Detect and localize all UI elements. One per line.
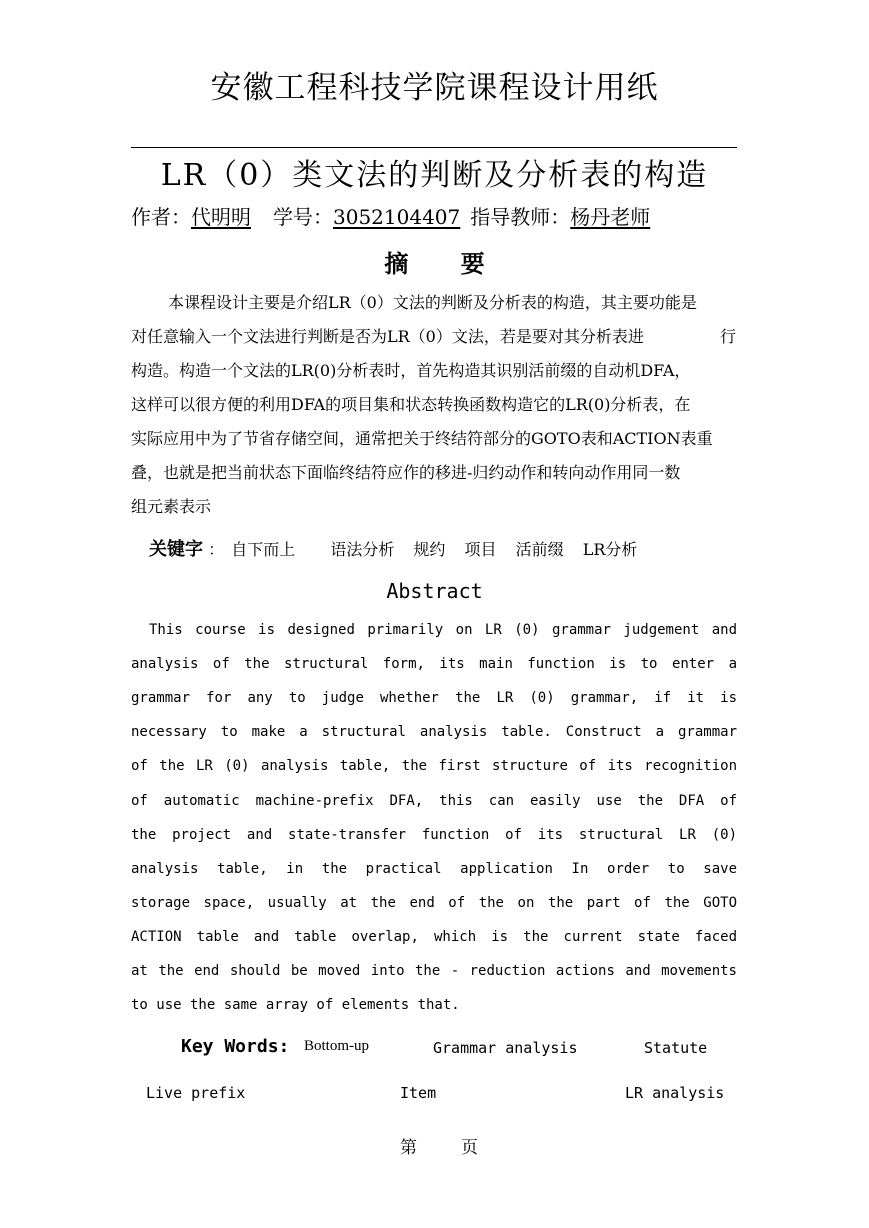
abstract-cn-line: 叠，也就是把当前状态下面临终结符应作的移进-归约动作和转向动作用同一数 [131,463,681,482]
abstract-cn-line: 对任意输入一个文法进行判断是否为LR（0）文法，若是要对其分析表进 [131,327,644,346]
abstract-en-line: necessary to make a structural analysis table. Construct a grammar [131,724,737,740]
keyword-cn: LR分析 [582,540,638,559]
author-line [131,201,650,230]
abstract-cn-line: 组元素表示 [131,497,212,516]
keyword-en: Item [400,1084,437,1102]
student-id-label: 学号： [273,205,333,229]
keyword-cn: 规约 [413,540,446,559]
abstract-cn-line: 实际应用中为了节省存储空间，通常把关于终结符部分的GOTO表和ACTION表重 [131,429,713,448]
keywords-cn [149,535,651,561]
page-header-title: 安徽工程科技学院课程设计用纸 [210,70,659,106]
advisor-label: 指导教师： [470,205,571,229]
abstract-cn-line: 这样可以很方便的利用DFA的项目集和状态转换函数构造它的LR(0)分析表，在 [131,395,691,414]
page-number-label-left: 第 [400,1138,417,1158]
abstract-en-line: storage space, usually at the end of the on the part of the GOTO [131,895,737,911]
abstract-en-line: to use the same array of elements that. [131,997,460,1013]
keywords-en-label: Key Words: [181,1036,290,1057]
keyword-en: Bottom-up [304,1038,370,1054]
keyword-cn: 自下而上 [231,540,296,559]
keyword-cn: 项目 [464,540,497,559]
keyword-en: LR analysis [625,1084,725,1102]
student-id: 3052104407 [333,205,461,229]
keywords-cn-label: 关键字 [149,539,203,560]
abstract-en-line: This course is designed primarily on LR (0) grammar judgement and [149,622,737,638]
abstract-en-line: of automatic machine-prefix DFA, this can easily use the DFA of [131,793,737,809]
page-number-label-right: 页 [461,1138,478,1158]
keywords-cn-separator: ： [208,540,225,559]
abstract-en-line: of the LR (0) analysis table, the first structure of its recognition [131,758,737,774]
header-divider [131,147,737,148]
abstract-en-heading: Abstract [386,579,483,603]
abstract-cn-line: 本课程设计主要是介绍LR（0）文法的判断及分析表的构造，其主要功能是 [168,293,697,312]
author-label: 作者： [131,205,191,229]
abstract-en-line: analysis table, in the practical application In order to save [131,861,737,877]
abstract-en-line: at the end should be moved into the - reduction actions and movements [131,963,737,979]
keyword-en: Live prefix [146,1084,246,1102]
abstract-en-line: grammar for any to judge whether the LR (0) grammar, if it is [131,690,737,706]
abstract-en-line: the project and state-transfer function of its structural LR (0) [131,827,737,843]
keyword-en: Statute [644,1039,708,1057]
abstract-en-line: ACTION table and table overlap, which is the current state faced [131,929,737,945]
abstract-cn-heading: 摘 要 [384,250,507,278]
keyword-cn: 语法分析 [330,540,395,559]
author-name: 代明明 [191,205,251,229]
abstract-en-line: analysis of the structural form, its main function is to enter a [131,656,737,672]
keyword-en: Grammar analysis [433,1039,578,1057]
advisor-name: 杨丹老师 [570,205,651,229]
paper-title: LR（0）类文法的判断及分析表的构造 [160,158,709,193]
keyword-cn: 活前缀 [515,540,564,559]
abstract-cn-line: 行 [720,327,737,346]
abstract-cn-line: 构造。构造一个文法的LR(0)分析表时，首先构造其识别活前缀的自动机DFA， [131,361,691,380]
